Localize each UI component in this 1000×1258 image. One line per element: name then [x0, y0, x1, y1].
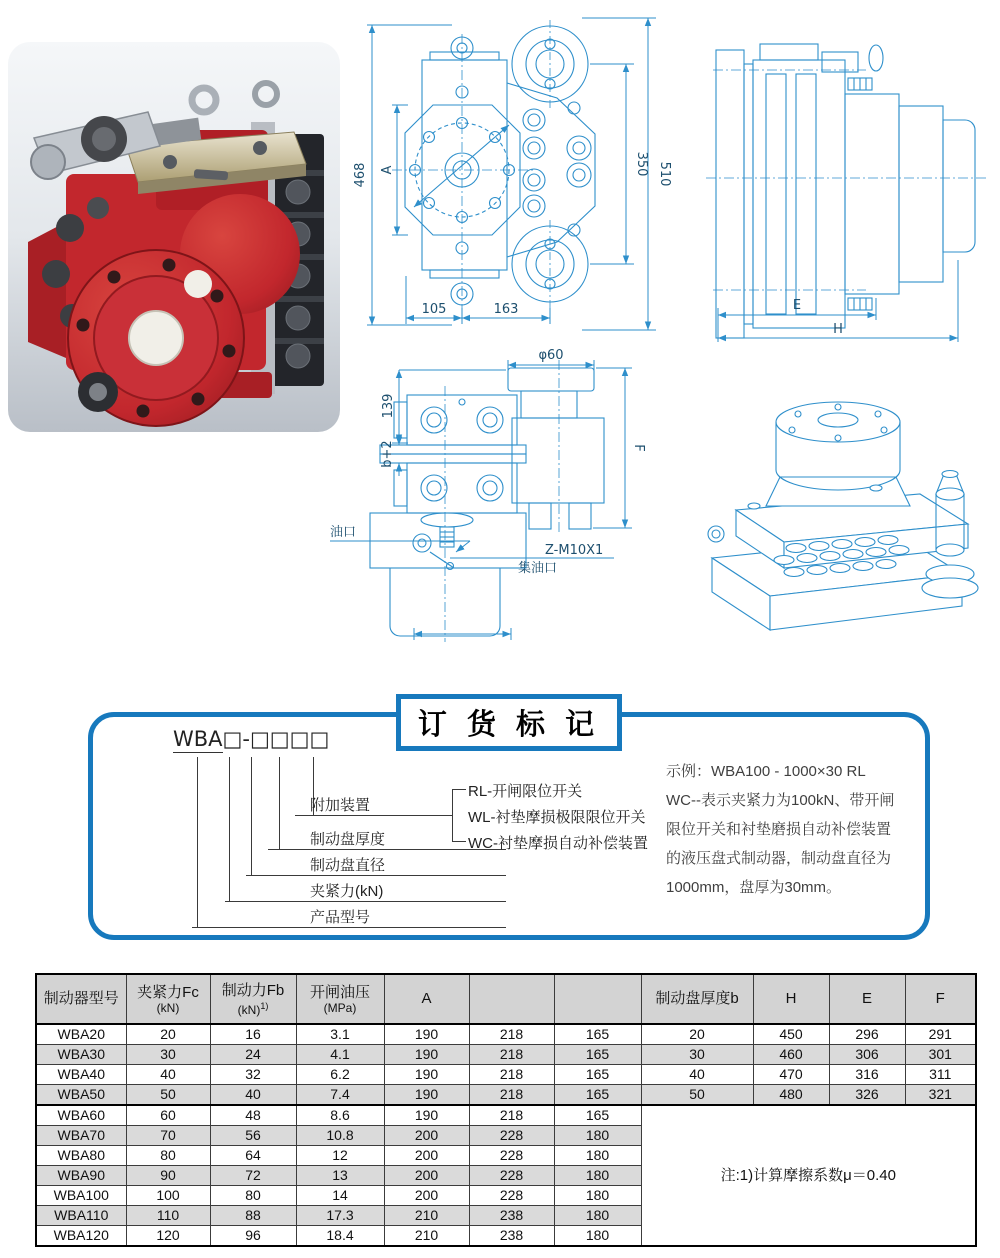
front-view-drawing — [352, 8, 694, 338]
left-wing — [28, 222, 66, 358]
value-cell: 210 — [384, 1226, 469, 1247]
dim-phi60: φ60 — [538, 348, 564, 363]
value-cell: 228 — [469, 1186, 554, 1206]
option-bracket — [452, 789, 453, 841]
value-cell: 180 — [554, 1126, 641, 1146]
callout-clamp-force: 夹紧力(kN) — [310, 883, 384, 900]
column-header: 制动盘厚度b — [641, 974, 753, 1024]
value-cell: 100 — [126, 1186, 210, 1206]
section-view-drawing — [322, 338, 667, 656]
value-cell: 316 — [829, 1065, 905, 1085]
dim-468: 468 — [353, 162, 368, 188]
connector-line — [197, 757, 198, 927]
option-wl: WL-衬垫摩损极限限位开关 — [468, 809, 646, 826]
ordering-code-boxes: □-□□□□ — [222, 727, 330, 751]
dim-E: E — [792, 298, 802, 313]
dim-139: 139 — [381, 393, 396, 419]
example-line: 的液压盘式制动器，制动盘直径为 — [666, 850, 892, 867]
ordering-code-prefix: WBA — [173, 727, 223, 751]
column-header: E — [829, 974, 905, 1024]
value-cell: 200 — [384, 1186, 469, 1206]
value-cell: 16 — [210, 1024, 296, 1045]
value-cell: 165 — [554, 1065, 641, 1085]
model-cell: WBA40 — [36, 1065, 126, 1085]
value-cell: 165 — [554, 1085, 641, 1106]
value-cell: 210 — [384, 1206, 469, 1226]
dim-A: A — [380, 165, 395, 175]
model-cell: WBA60 — [36, 1105, 126, 1126]
value-cell: 190 — [384, 1024, 469, 1045]
value-cell: 180 — [554, 1166, 641, 1186]
value-cell: 7.4 — [296, 1085, 384, 1106]
option-wc: WC-衬垫摩损自动补偿装置 — [468, 835, 648, 852]
friction-note: 注:1)计算摩擦系数μ＝0.40 — [720, 1167, 896, 1184]
value-cell: 10.8 — [296, 1126, 384, 1146]
value-cell: 200 — [384, 1146, 469, 1166]
value-cell: 218 — [469, 1085, 554, 1106]
value-cell: 14 — [296, 1186, 384, 1206]
table-note-cell — [641, 1105, 976, 1246]
value-cell: 460 — [753, 1045, 829, 1065]
column-header: A — [384, 974, 469, 1024]
model-cell: WBA20 — [36, 1024, 126, 1045]
connector-line — [192, 927, 506, 928]
dim-105: 105 — [421, 302, 447, 317]
table-row — [36, 1085, 976, 1106]
model-cell: WBA100 — [36, 1186, 126, 1206]
value-cell: 18.4 — [296, 1226, 384, 1247]
connector-line — [246, 875, 506, 876]
column-header: F — [905, 974, 976, 1024]
ordering-title: 订 货 标 记 — [417, 709, 601, 741]
spec-table — [35, 973, 977, 1247]
value-cell: 40 — [641, 1065, 753, 1085]
isometric-view-drawing — [688, 382, 993, 657]
dim-163: 163 — [493, 302, 519, 317]
dim-510: 510 — [657, 161, 672, 187]
collect-port-label: 集油口 — [518, 561, 558, 576]
value-cell: 6.2 — [296, 1065, 384, 1085]
connector-line — [229, 757, 230, 901]
value-cell: 238 — [469, 1226, 554, 1247]
column-header — [554, 974, 641, 1024]
value-cell: 190 — [384, 1105, 469, 1126]
column-header: 开闸油压 (MPa) — [296, 974, 384, 1024]
value-cell: 3.1 — [296, 1024, 384, 1045]
value-cell: 218 — [469, 1105, 554, 1126]
value-cell: 180 — [554, 1206, 641, 1226]
callout-product-model: 产品型号 — [310, 909, 371, 926]
value-cell: 190 — [384, 1065, 469, 1085]
value-cell: 48 — [210, 1105, 296, 1126]
value-cell: 228 — [469, 1166, 554, 1186]
model-cell: WBA30 — [36, 1045, 126, 1065]
value-cell: 4.1 — [296, 1045, 384, 1065]
value-cell: 218 — [469, 1045, 554, 1065]
spec-table-head-row — [36, 974, 976, 1024]
thread-label: Z-M10X1 — [545, 543, 604, 558]
value-cell: 96 — [210, 1226, 296, 1247]
value-cell: 180 — [554, 1146, 641, 1166]
value-cell: 120 — [126, 1226, 210, 1247]
example-line: 示例：WBA100 - 1000×30 RL — [666, 763, 866, 780]
value-cell: 24 — [210, 1045, 296, 1065]
value-cell: 50 — [126, 1085, 210, 1106]
value-cell: 470 — [753, 1065, 829, 1085]
value-cell: 218 — [469, 1065, 554, 1085]
value-cell: 30 — [641, 1045, 753, 1065]
column-header: 制动器型号 — [36, 974, 126, 1024]
table-row — [36, 1065, 976, 1085]
callout-disc-diameter: 制动盘直径 — [310, 857, 386, 874]
value-cell: 13 — [296, 1166, 384, 1186]
connector-line — [279, 757, 280, 849]
dim-F: F — [631, 444, 646, 452]
value-cell: 228 — [469, 1146, 554, 1166]
connector-line — [452, 789, 466, 790]
value-cell: 480 — [753, 1085, 829, 1106]
value-cell: 70 — [126, 1126, 210, 1146]
value-cell: 30 — [126, 1045, 210, 1065]
value-cell: 8.6 — [296, 1105, 384, 1126]
side-view-drawing — [698, 8, 995, 348]
value-cell: 238 — [469, 1206, 554, 1226]
dim-350: 350 — [634, 151, 649, 177]
column-header: 制动力Fb (kN)$^{1)}$ — [210, 974, 296, 1024]
value-cell: 218 — [469, 1024, 554, 1045]
ordering-example — [666, 757, 924, 902]
value-cell: 20 — [641, 1024, 753, 1045]
dim-H: H — [833, 322, 843, 337]
value-cell: 165 — [554, 1024, 641, 1045]
value-cell: 450 — [753, 1024, 829, 1045]
value-cell: 190 — [384, 1045, 469, 1065]
value-cell: 32 — [210, 1065, 296, 1085]
value-cell: 296 — [829, 1024, 905, 1045]
value-cell: 56 — [210, 1126, 296, 1146]
column-header — [469, 974, 554, 1024]
example-line: WC--表示夹紧力为100kN、带开闸 — [666, 792, 895, 809]
ordering-title-tab — [396, 694, 622, 751]
value-cell: 110 — [126, 1206, 210, 1226]
value-cell: 80 — [210, 1186, 296, 1206]
example-line: 1000mm，盘厚为30mm。 — [666, 879, 842, 896]
table-row — [36, 1105, 976, 1126]
callout-accessory: 附加装置 — [310, 797, 371, 814]
callout-disc-thickness: 制动盘厚度 — [310, 831, 386, 848]
value-cell: 180 — [554, 1226, 641, 1247]
value-cell: 321 — [905, 1085, 976, 1106]
value-cell: 228 — [469, 1126, 554, 1146]
value-cell: 88 — [210, 1206, 296, 1226]
column-header: 夹紧力Fc (kN) — [126, 974, 210, 1024]
oil-port-label: 油口 — [330, 525, 357, 540]
value-cell: 311 — [905, 1065, 976, 1085]
value-cell: 165 — [554, 1045, 641, 1065]
value-cell: 90 — [126, 1166, 210, 1186]
section-view-dimensions — [330, 360, 632, 640]
option-rl: RL-开闸限位开关 — [468, 783, 583, 800]
value-cell: 72 — [210, 1166, 296, 1186]
value-cell: 200 — [384, 1126, 469, 1146]
column-header: H — [753, 974, 829, 1024]
value-cell: 64 — [210, 1146, 296, 1166]
value-cell: 80 — [126, 1146, 210, 1166]
value-cell: 20 — [126, 1024, 210, 1045]
value-cell: 40 — [210, 1085, 296, 1106]
value-cell: 40 — [126, 1065, 210, 1085]
model-cell: WBA110 — [36, 1206, 126, 1226]
value-cell: 301 — [905, 1045, 976, 1065]
table-row — [36, 1045, 976, 1065]
value-cell: 326 — [829, 1085, 905, 1106]
model-cell: WBA50 — [36, 1085, 126, 1106]
value-cell: 12 — [296, 1146, 384, 1166]
model-cell: WBA80 — [36, 1146, 126, 1166]
value-cell: 291 — [905, 1024, 976, 1045]
dim-b2: b+2 — [380, 440, 395, 468]
value-cell: 190 — [384, 1085, 469, 1106]
value-cell: 306 — [829, 1045, 905, 1065]
value-cell: 165 — [554, 1105, 641, 1126]
value-cell: 60 — [126, 1105, 210, 1126]
connector-line — [452, 841, 466, 842]
connector-line — [295, 815, 452, 816]
model-cell: WBA70 — [36, 1126, 126, 1146]
value-cell: 180 — [554, 1186, 641, 1206]
table-row — [36, 1024, 976, 1045]
example-line: 限位开关和衬垫磨损自动补偿装置 — [666, 821, 892, 838]
spec-table-body — [36, 1024, 976, 1246]
value-cell: 50 — [641, 1085, 753, 1106]
model-cell: WBA120 — [36, 1226, 126, 1247]
connector-line — [251, 757, 252, 875]
ordering-code — [173, 727, 329, 751]
product-photo — [8, 42, 340, 432]
value-cell: 200 — [384, 1166, 469, 1186]
connector-line — [225, 901, 506, 902]
value-cell: 17.3 — [296, 1206, 384, 1226]
model-cell: WBA90 — [36, 1166, 126, 1186]
